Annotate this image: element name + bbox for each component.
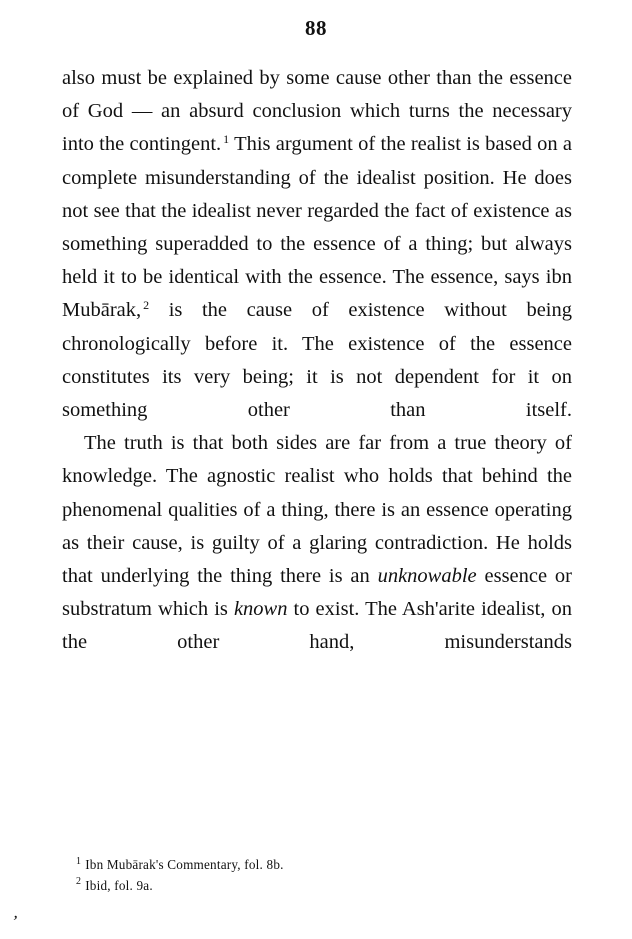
paragraph-1-run-3: This argument of the realist is based on a complete misunderstanding of the idealist position. He does not see that the idealist never regarded the fact of existence as something superadded to the essence of a thing; but always held it to be identical with the essence. The essence, says ibn Mubārak,	[62, 133, 572, 322]
footnote-text-1: Ibn Mubārak's Commentary, fol. 8b.	[85, 857, 284, 872]
paragraph-2-italic-known: known	[233, 598, 288, 621]
footnote-marker-1: 1	[76, 855, 82, 867]
footnote-ref-1: 1	[223, 131, 230, 146]
paragraph-1-run-1: also must be explained by some cause other than the essence of God — an absurd conclusion which turns the necessary into the contingent.	[62, 67, 572, 156]
paragraph-1-run-5: is the cause of existence without being chronologically before it. The existence of the essence constitutes its very being; it is not dependent for it on something other than itself.	[62, 299, 572, 422]
paragraph-2-italic-unknowable: unknowable	[377, 565, 477, 588]
footnote-text-2: Ibid, fol. 9a.	[85, 877, 153, 893]
paragraph-2	[62, 427, 572, 659]
body-text	[62, 62, 572, 660]
paragraph-2-run-5: to exist. The Ash'arite idealist, on the other hand, misunderstands	[62, 598, 572, 654]
footnote-item-2	[76, 876, 576, 897]
footnote-ref-2: 2	[143, 297, 150, 312]
footnote-marker-2: 2	[76, 876, 82, 888]
paragraph-2-run-1: The truth is that both sides are far from a true theory of knowledge. The agnostic realist who holds that behind the phenomenal qualities of a thing, there is an essence operating as their cause, is guilty of a glaring contradiction. He holds that underlying the thing there is an	[62, 432, 572, 588]
stray-ink-mark: ʼ	[10, 911, 20, 932]
paragraph-2-run-3: essence or substratum which is	[62, 565, 573, 621]
page-number: 88	[305, 16, 327, 40]
footnote-item-1	[76, 855, 576, 876]
footnotes-section	[76, 855, 576, 896]
paragraph-1	[62, 62, 572, 427]
